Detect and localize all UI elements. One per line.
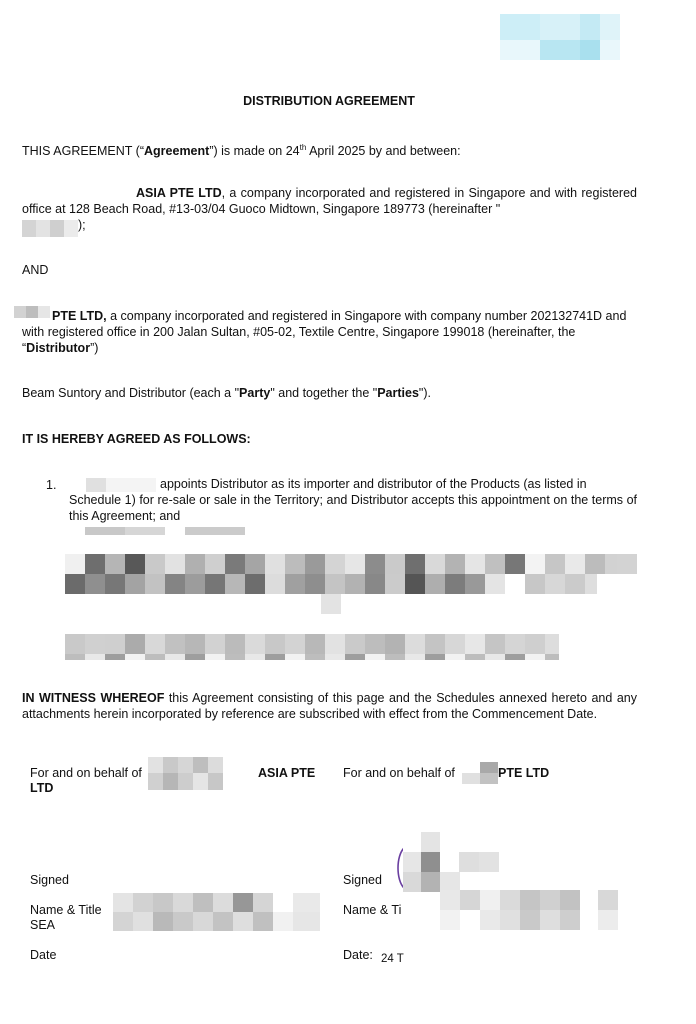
right-name-redaction (440, 872, 618, 930)
party1-tail: ); (78, 218, 86, 232)
clause1-number: 1. (46, 478, 57, 492)
clause-redaction-2 (65, 554, 637, 614)
right-behalf-redaction (462, 762, 498, 784)
left-name-title-label: Name & Title (30, 903, 102, 917)
and-label: AND (22, 263, 49, 277)
distributor-term: Distributor (26, 341, 91, 355)
left-date-label: Date (30, 948, 57, 962)
left-name-redaction (113, 893, 320, 931)
right-behalf-suffix: PTE LTD (498, 766, 550, 780)
right-name-title-label: Name & Ti (343, 903, 402, 917)
company-logo (500, 14, 620, 60)
left-behalf-redaction (148, 757, 223, 790)
party2-name: PTE LTD, (52, 309, 107, 323)
parties-definition: Beam Suntory and Distributor (each a "Party" and together the "Parties"). (22, 386, 431, 400)
party2-paragraph: PTE LTD, a company incorporated and registered in Singapore with company number 202132741D and with registered office in 200 Jalan Sultan, #05-02, Textile Centre, Singapore 199018 (hereinafter, the “Distributor”) (22, 309, 627, 355)
clause1-text: Schedule 1) for re-sale or sale in the Territory; and Distributor accepts this appointment on the terms of this Agreement; and (69, 493, 637, 523)
clause1-line1: appoints Distributor as its importer and distributor of the Products (as listed in (160, 477, 587, 491)
right-signed-label: Signed (343, 873, 382, 887)
agreement-term: Agreement (144, 144, 210, 159)
clause1-party-redaction (86, 478, 156, 492)
left-behalf-line2: LTD (30, 781, 54, 795)
right-date-label: Date: (343, 948, 373, 962)
party1-name: ASIA PTE LTD (136, 186, 222, 200)
witness-paragraph: IN WITNESS WHEREOF this Agreement consisting of this page and the Schedules annexed hereto and any attachments herein incorporated by reference are subscribed with effect from the Commencement Date. (22, 691, 637, 721)
party1-paragraph: ASIA PTE LTD, a company incorporated and registered in Singapore and with registered office at 128 Beach Road, #13-03/04 Guoco Midtown, Singapore 189773 (hereinafter " (22, 186, 637, 216)
agreed-heading: IT IS HEREBY AGREED AS FOLLOWS: (22, 432, 251, 446)
clause-redaction-1 (85, 527, 245, 535)
party1-name-redaction (22, 220, 78, 237)
right-behalf-label: For and on behalf of (343, 766, 455, 780)
right-date-value: 24 T (381, 953, 404, 965)
document-title: DISTRIBUTION AGREEMENT (243, 94, 415, 108)
left-name-line2: SEA (30, 918, 56, 932)
left-signed-label: Signed (30, 873, 69, 887)
intro-paragraph: THIS AGREEMENT (“Agreement”) is made on 24th April 2025 by and between: (22, 143, 461, 159)
left-behalf-label: For and on behalf of (30, 766, 142, 780)
left-behalf-suffix: ASIA PTE (258, 766, 316, 780)
clause-redaction-3 (65, 634, 559, 660)
